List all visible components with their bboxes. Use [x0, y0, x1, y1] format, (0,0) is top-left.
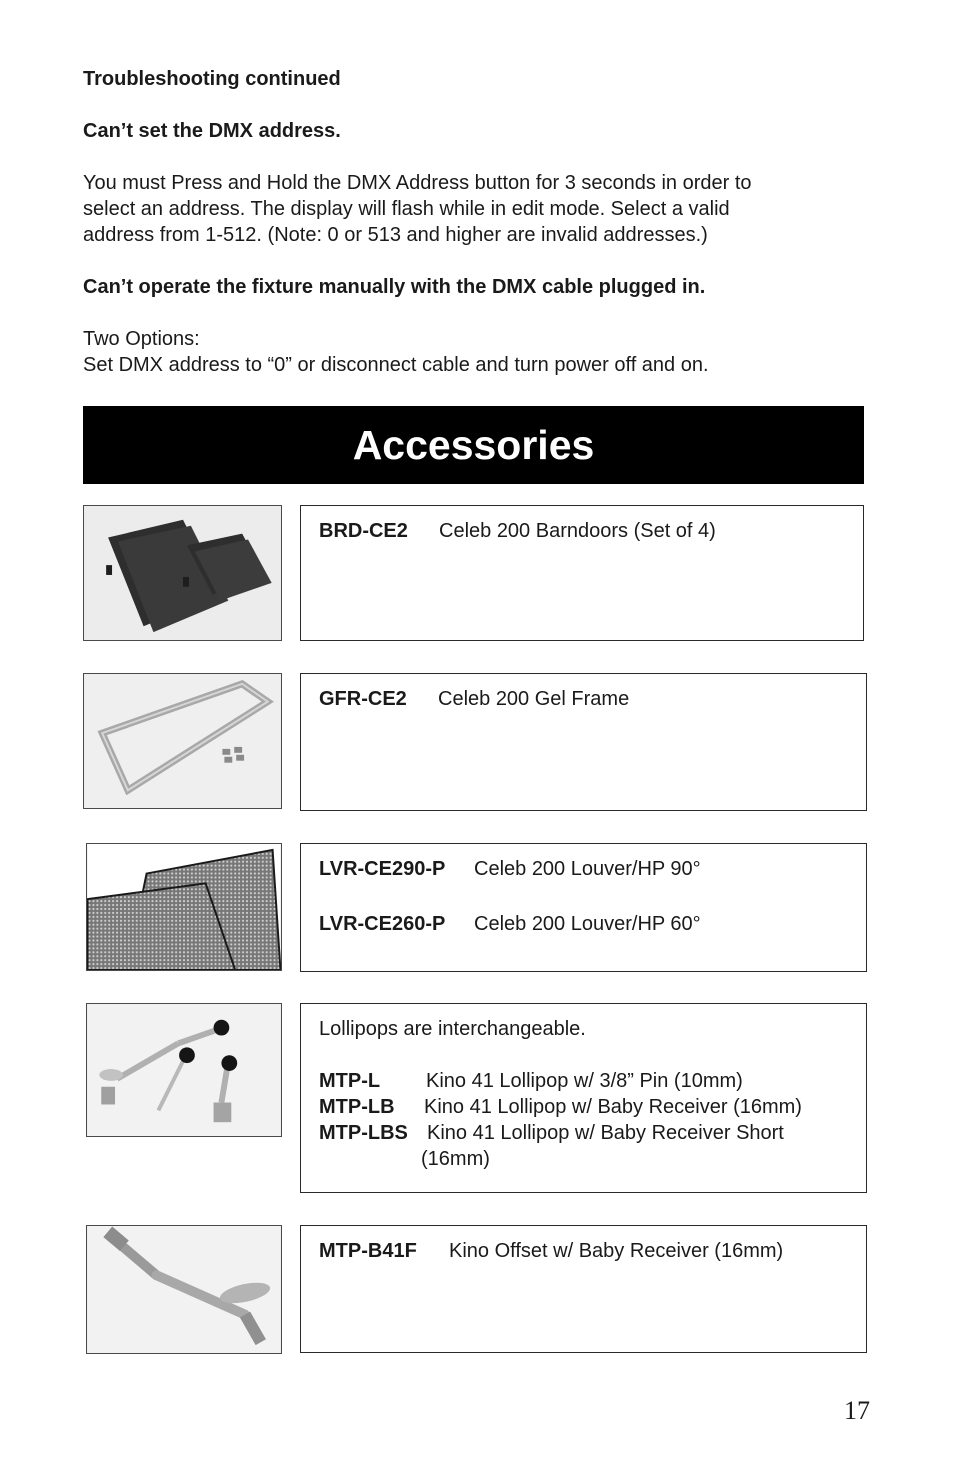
- item-row: [319, 518, 845, 544]
- lollipop-info: [300, 1003, 867, 1193]
- gel-frame-photo: [83, 673, 282, 809]
- item-desc: Kino Offset w/ Baby Receiver (16mm): [449, 1240, 784, 1262]
- options-body: [83, 326, 863, 378]
- offset-info: [300, 1225, 867, 1353]
- body-line: You must Press and Hold the DMX Address button for 3 seconds in order to: [83, 172, 752, 194]
- body-line: Two Options:: [83, 328, 200, 350]
- offset-photo: [86, 1225, 282, 1354]
- item-desc: Celeb 200 Louver/HP 90°: [474, 858, 701, 880]
- louver-photo: [86, 843, 282, 971]
- page-number: 17: [844, 1396, 870, 1425]
- lollipop-image: [87, 1004, 281, 1136]
- louver-image: [87, 844, 281, 970]
- item-code: MTP-B41F: [319, 1240, 417, 1262]
- item-desc: Celeb 200 Barndoors (Set of 4): [439, 520, 716, 542]
- lollipop-intro: Lollipops are interchangeable.: [319, 1018, 586, 1040]
- item-row: [319, 856, 848, 882]
- louver-info: [300, 843, 867, 972]
- accessories-banner: [83, 406, 864, 484]
- item-code: BRD-CE2: [319, 520, 408, 542]
- body-line: select an address. The display will flash while in edit mode. Select a valid: [83, 198, 730, 220]
- barndoors-photo: [83, 505, 282, 641]
- item-desc: Celeb 200 Louver/HP 60°: [474, 913, 701, 935]
- item-row: [319, 1238, 848, 1264]
- item-code: LVR-CE260-P: [319, 913, 446, 935]
- item-code: GFR-CE2: [319, 688, 407, 710]
- item-row: [319, 686, 848, 712]
- section-heading: Troubleshooting continued: [83, 68, 341, 90]
- dmx-body: [83, 170, 863, 248]
- manual-heading: Can’t operate the fixture manually with the DMX cable plugged in.: [83, 276, 706, 298]
- item-row: [319, 1068, 848, 1094]
- lollipop-photo: [86, 1003, 282, 1137]
- barndoors-info: [300, 505, 864, 641]
- body-line: Set DMX address to “0” or disconnect cable and turn power off and on.: [83, 354, 709, 376]
- item-code: MTP-LBS: [319, 1122, 408, 1144]
- item-desc-continuation: (16mm): [421, 1148, 490, 1170]
- item-code: MTP-LB: [319, 1096, 395, 1118]
- gel-frame-info: [300, 673, 867, 811]
- body-line: address from 1-512. (Note: 0 or 513 and higher are invalid addresses.): [83, 224, 708, 246]
- item-row: [319, 1094, 848, 1120]
- item-desc: Kino 41 Lollipop w/ 3/8” Pin (10mm): [426, 1070, 743, 1092]
- item-row: [319, 1120, 848, 1146]
- item-code: LVR-CE290-P: [319, 858, 446, 880]
- item-desc: Kino 41 Lollipop w/ Baby Receiver Short: [427, 1122, 784, 1144]
- dmx-heading: Can’t set the DMX address.: [83, 120, 341, 142]
- item-desc: Celeb 200 Gel Frame: [438, 688, 630, 710]
- item-desc: Kino 41 Lollipop w/ Baby Receiver (16mm): [424, 1096, 802, 1118]
- gel-frame-image: [84, 674, 281, 808]
- barndoors-image: [84, 506, 281, 640]
- item-row: [319, 911, 848, 937]
- banner-title: Accessories: [352, 421, 595, 468]
- offset-image: [87, 1226, 281, 1353]
- item-code: MTP-L: [319, 1070, 381, 1092]
